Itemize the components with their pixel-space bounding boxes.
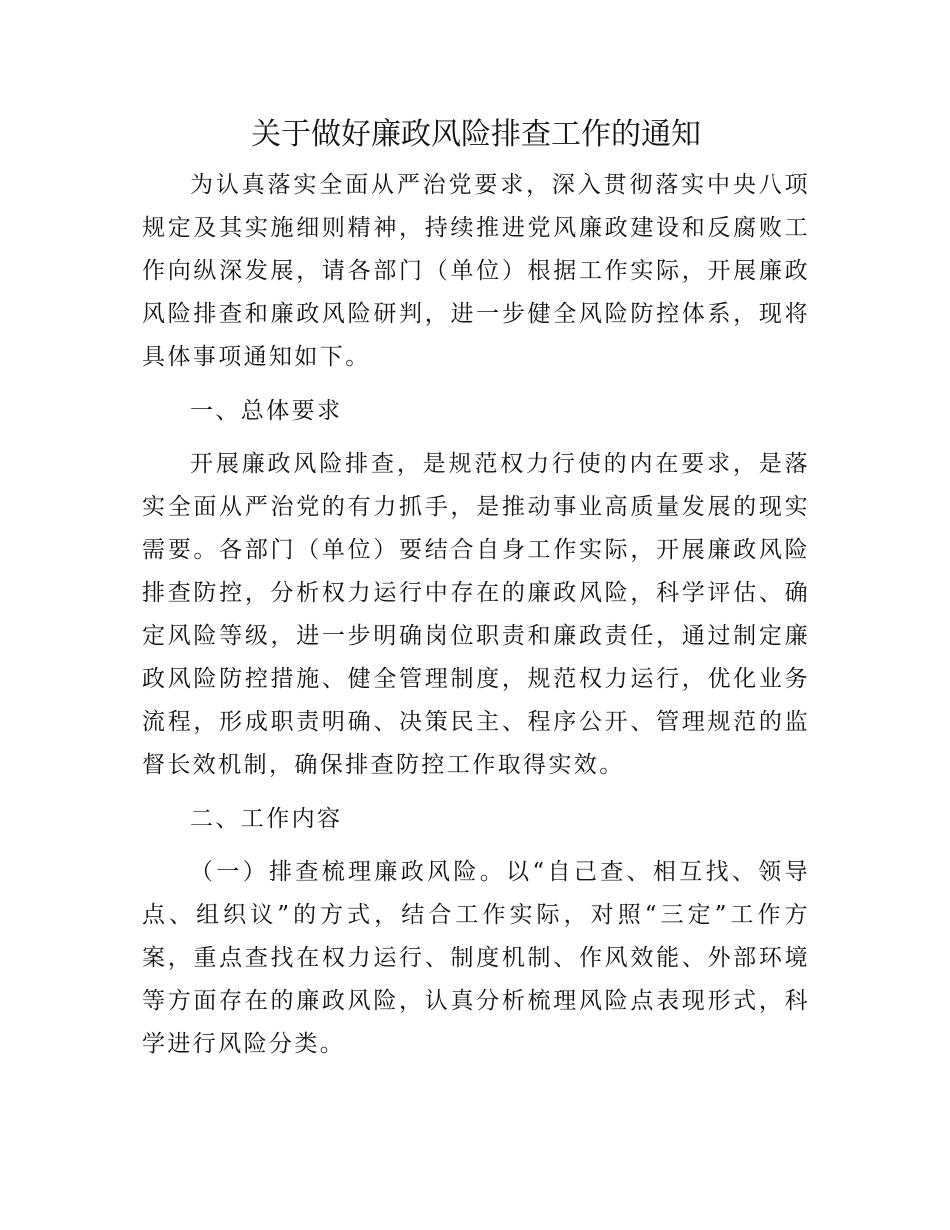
section-paragraph-general-requirements: 开展廉政风险排查，是规范权力行使的内在要求，是落实全面从严治党的有力抓手，是推动事业高质量发展的现实需要。各部门（单位）要结合自身工作实际，开展廉政风险排查防控，分析权力运行中存在的廉政风险，科学评估、确定风险等级，进一步明确岗位职责和廉政责任，通过制定廉政风险防控措施、健全管理制度，规范权力运行，优化业务流程，形成职责明确、决策民主、程序公开、管理规范的监督长效机制，确保排查防控工作取得实效。	[142, 451, 810, 778]
section-paragraph-work-content: （一）排查梳理廉政风险。以“自己查、相互找、领导点、组织议”的方式，结合工作实际，对照“三定”工作方案，重点查找在权力运行、制度机制、作风效能、外部环境等方面存在的廉政风险，认真分析梳理风险点表现形式，科学进行风险分类。	[142, 859, 810, 1057]
document-title: 关于做好廉政风险排查工作的通知	[251, 117, 701, 152]
section-heading-general-requirements: 一、总体要求	[190, 398, 343, 424]
section-heading-work-content: 二、工作内容	[190, 806, 343, 832]
document-body	[142, 112, 810, 1066]
intro-paragraph: 为认真落实全面从严治党要求，深入贯彻落实中央八项规定及其实施细则精神，持续推进党风廉政建设和反腐败工作向纵深发展，请各部门（单位）根据工作实际，开展廉政风险排查和廉政风险研判，进一步健全风险防控体系，现将具体事项通知如下。	[142, 172, 810, 370]
